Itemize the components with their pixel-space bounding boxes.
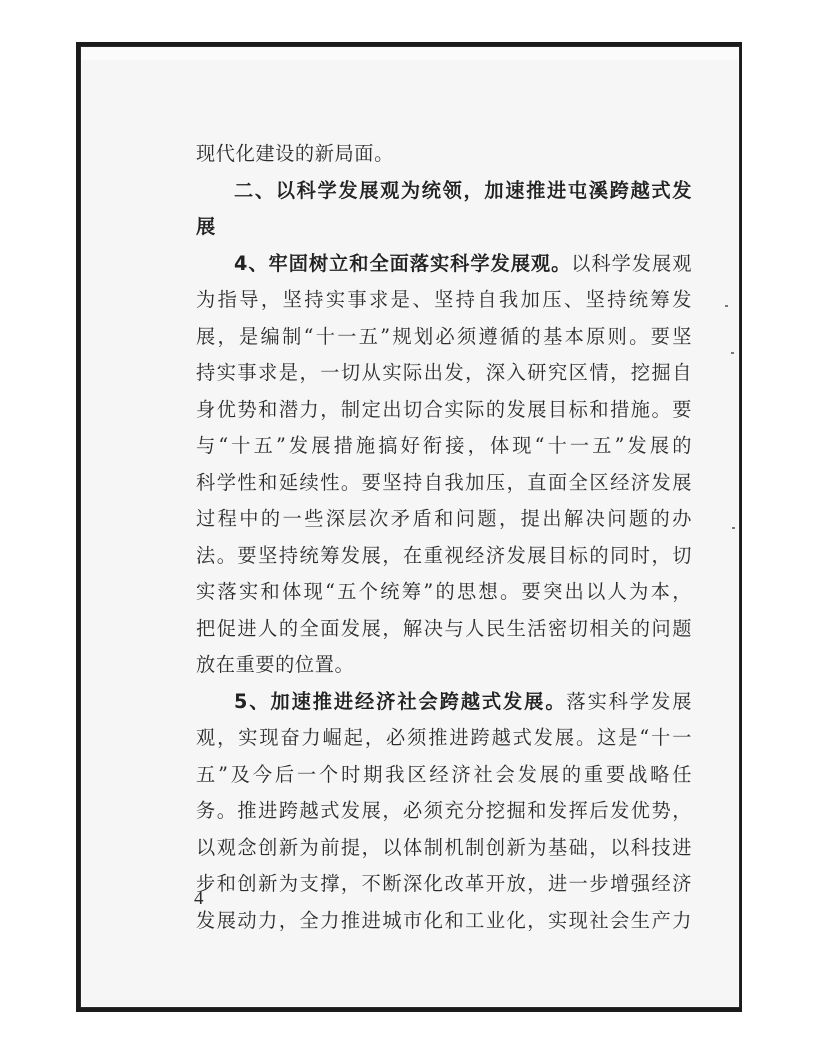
paragraph-line: 以观念创新为前提，以体制机制创新为基础，以科技进 [196,835,692,859]
paragraph-line: 持实事求是，一切从实际出发，深入研究区情，挖掘自 [196,361,692,384]
paragraph-line: 务。推进跨越式发展，必须充分挖掘和发挥后发优势， [196,799,692,822]
item-heading: 5、加速推进经济社会跨越式发展。 [234,689,567,713]
section-heading: 二、以科学发展观为统领，加速推进屯溪跨越式发 [234,178,692,202]
paragraph-text: 落实科学发展 [566,689,692,713]
paragraph-line: 为指导，坚持实事求是、坚持自我加压、坚持统筹发 [196,288,692,311]
document-body [196,136,692,939]
paragraph-line [196,684,692,721]
paragraph-line: 法。要坚持统筹发展，在重视经济发展目标的同时，切 [196,543,692,567]
paragraph-line [196,246,692,283]
item-heading: 4、牢固树立和全面落实科学发展观。 [234,251,572,275]
scan-speck [725,305,728,307]
paragraph-line: 与“十五”发展措施搞好衔接，体现“十一五”发展的 [196,434,692,457]
paragraph-line: 现代化建设的新局面。 [196,142,394,165]
paragraph-line: 观，实现奋力崛起，必须推进跨越式发展。这是“十一 [196,726,692,749]
page-number: 4 [194,888,204,909]
section-heading-continued: 展 [196,215,216,238]
paragraph-line: 步和创新为支撑，不断深化改革开放，进一步增强经济 [196,872,692,895]
paragraph-line: 五”及今后一个时期我区经济社会发展的重要战略任 [196,762,692,786]
paragraph-line: 发展动力，全力推进城市化和工业化，实现社会生产力 [196,908,692,932]
paragraph-line: 过程中的一些深层次矛盾和问题，提出解决问题的办 [196,507,692,530]
scan-speck [731,352,734,354]
paragraph-line: 科学性和延续性。要坚持自我加压，直面全区经济发展 [196,470,692,494]
paragraph-line: 展，是编制“十一五”规划必须遵循的基本原则。要坚 [196,324,692,348]
paragraph-line: 实落实和体现“五个统筹”的思想。要突出以人为本， [196,580,692,603]
paragraph-text: 以科学发展观 [571,251,692,275]
paragraph-line: 放在重要的位置。 [196,653,355,676]
paragraph-line: 身优势和潜力，制定出切合实际的发展目标和措施。要 [196,397,692,421]
scan-speck [732,527,735,529]
paragraph-line: 把促进人的全面发展，解决与人民生活密切相关的问题 [196,616,692,640]
